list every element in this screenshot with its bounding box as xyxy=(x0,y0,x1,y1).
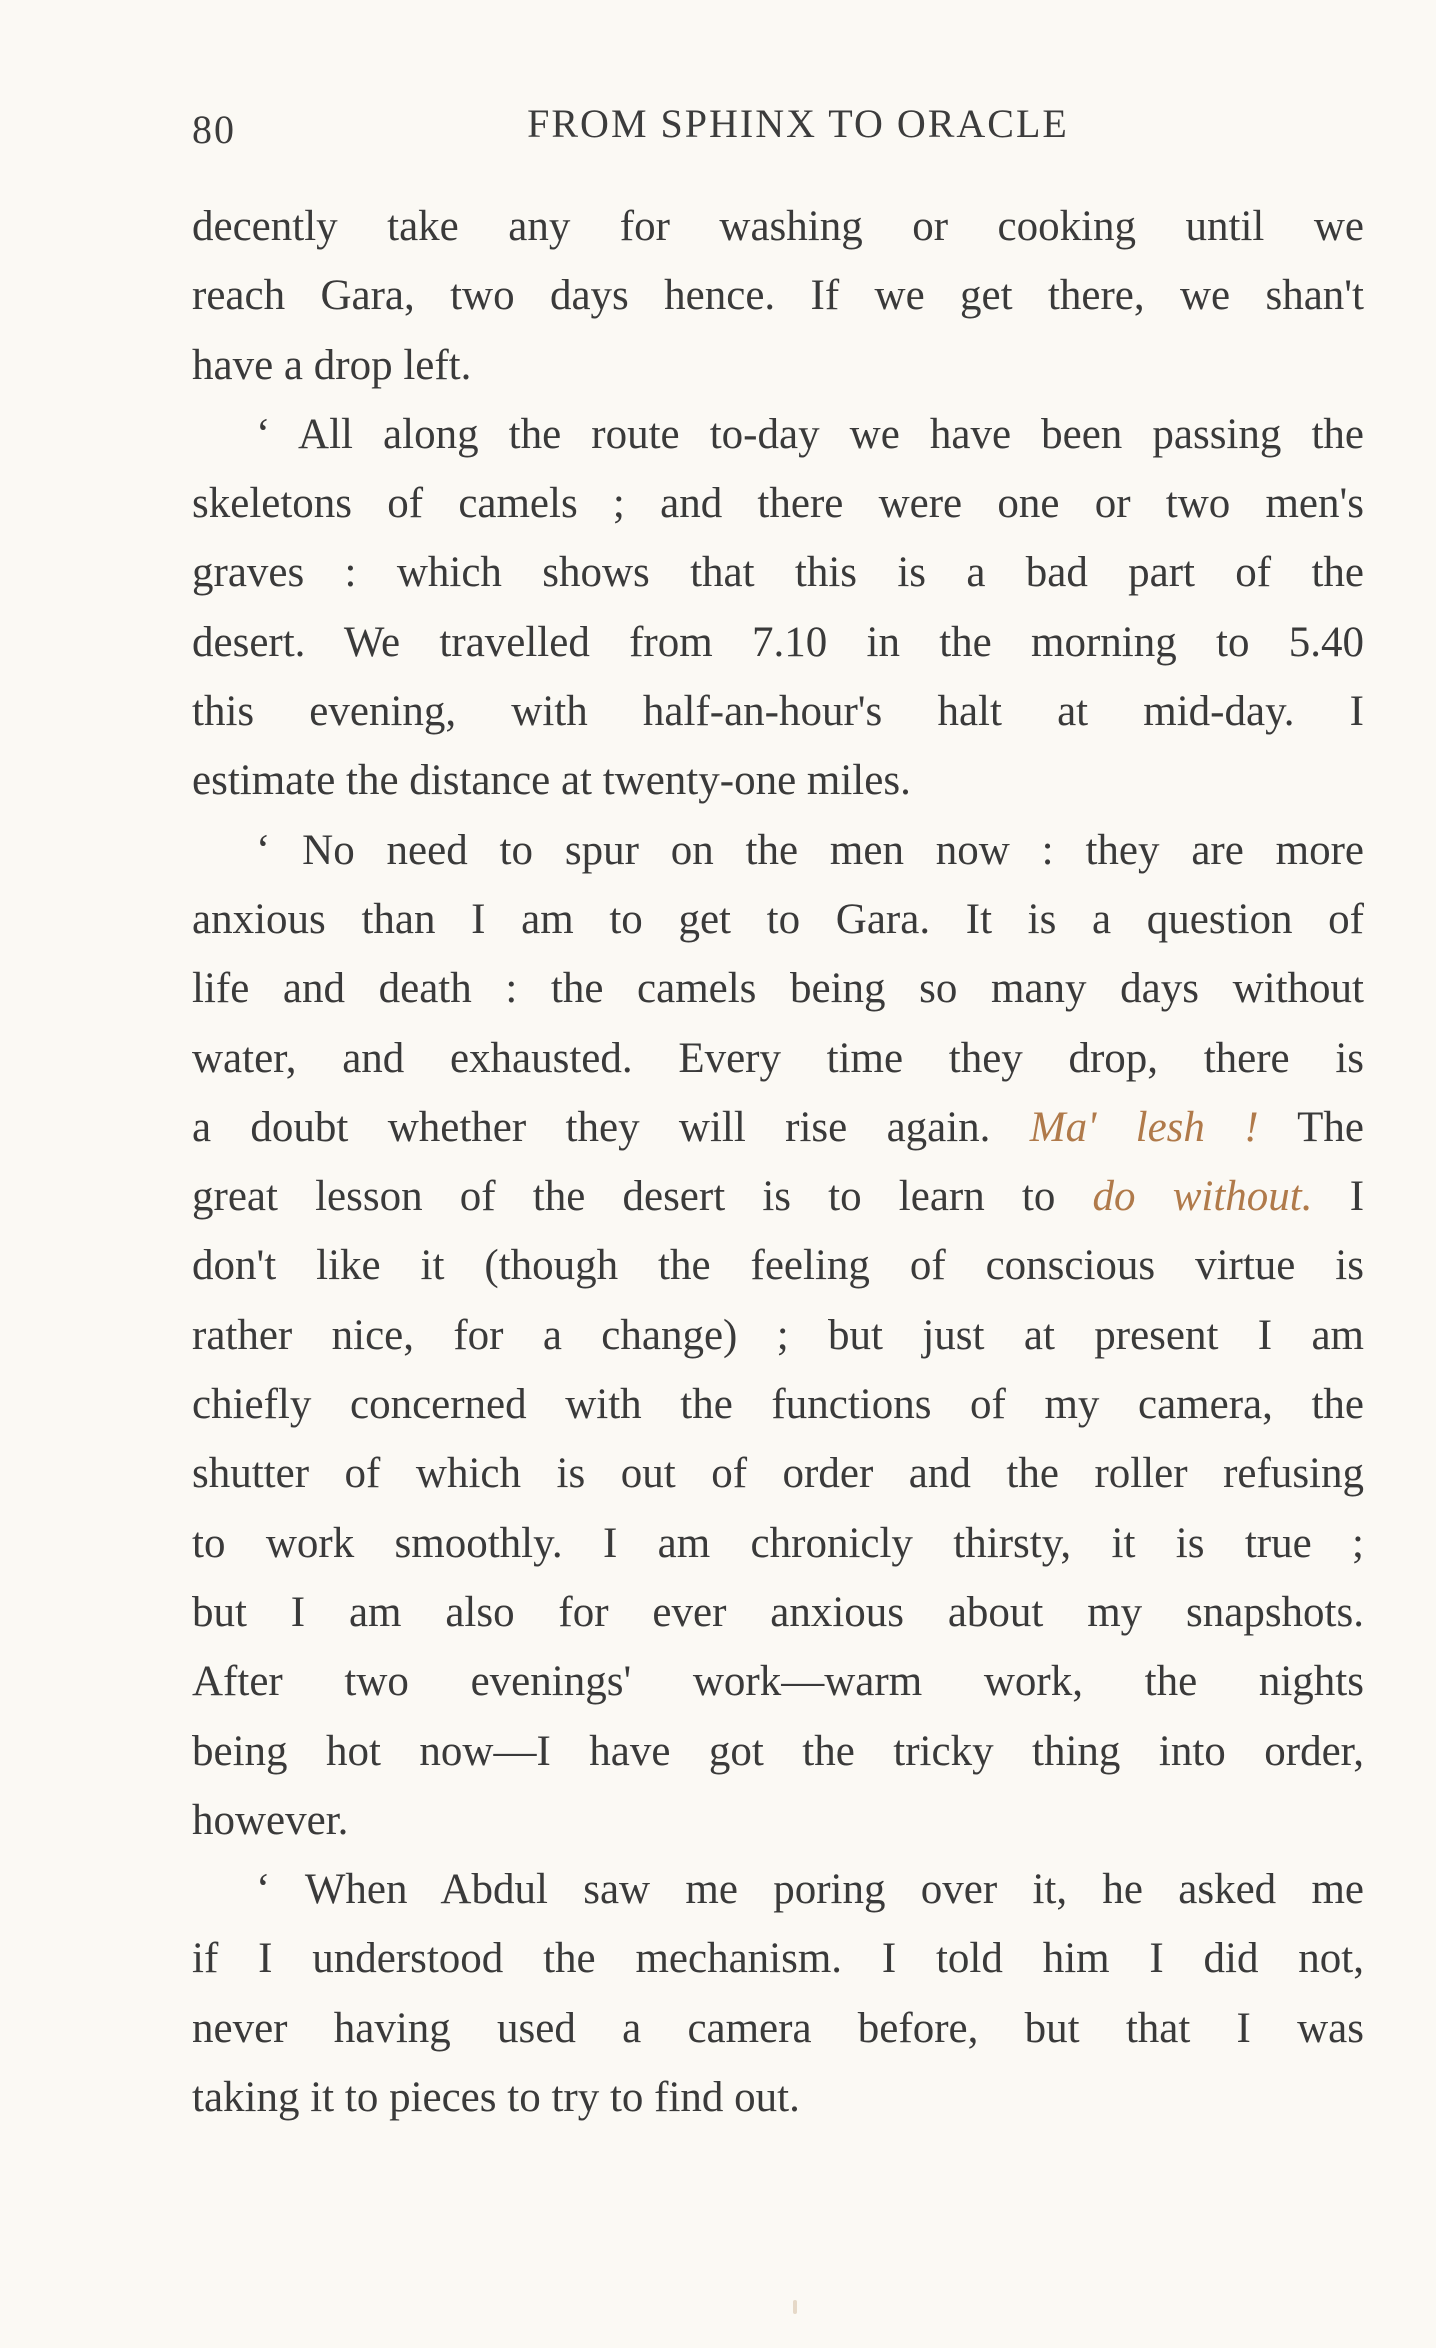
text-line xyxy=(192,885,1364,954)
italic-phrase: Ma' lesh ! xyxy=(1029,1103,1259,1151)
line-text: being hot now—I have got the tricky thing into order, xyxy=(192,1727,1364,1775)
running-head xyxy=(192,100,1364,150)
line-text: ‘ No need to spur on the men now : they are more xyxy=(256,826,1364,874)
text-line xyxy=(192,331,1364,400)
line-text: taking it to pieces to try to find out. xyxy=(192,2074,800,2122)
text-line xyxy=(192,1024,1364,1093)
line-text: water, and exhausted. Every time they drop, there is xyxy=(192,1034,1364,1082)
text-line xyxy=(192,1924,1364,1993)
italic-phrase: do without. xyxy=(1092,1173,1313,1221)
line-text: ‘ When Abdul saw me poring over it, he asked me xyxy=(256,1866,1364,1914)
line-text: reach Gara, two days hence. If we get there, we shan't xyxy=(192,272,1364,320)
text-line xyxy=(192,1162,1364,1231)
line-text: to work smoothly. I am chronicly thirsty, it is true ; xyxy=(192,1519,1364,1567)
text-line xyxy=(192,1093,1364,1162)
line-text: shutter of which is out of order and the roller refusing xyxy=(192,1450,1364,1498)
line-text: estimate the distance at twenty-one miles. xyxy=(192,757,911,805)
paper-speck xyxy=(793,2300,797,2314)
text-line xyxy=(192,400,1364,469)
text-line xyxy=(192,1786,1364,1855)
text-line xyxy=(192,1509,1364,1578)
line-text-after: I xyxy=(1349,1173,1365,1221)
text-line xyxy=(192,1439,1364,1508)
text-line xyxy=(192,2063,1364,2132)
line-text: however. xyxy=(192,1796,349,1844)
text-line xyxy=(192,469,1364,538)
text-line xyxy=(192,192,1364,261)
line-text: but I am also for ever anxious about my snapshots. xyxy=(192,1588,1364,1636)
line-text: never having used a camera before, but that I was xyxy=(192,2004,1364,2052)
text-line xyxy=(192,261,1364,330)
line-text: life and death : the camels being so many days without xyxy=(192,965,1364,1013)
text-line xyxy=(192,1994,1364,2063)
text-line xyxy=(192,1855,1364,1924)
line-text: desert. We travelled from 7.10 in the morning to 5.40 xyxy=(192,618,1364,666)
running-title: FROM SPHINX TO ORACLE xyxy=(527,101,1069,146)
line-text: a doubt whether they will rise again. xyxy=(192,1103,991,1151)
text-line xyxy=(192,1301,1364,1370)
text-line xyxy=(192,746,1364,815)
line-text: After two evenings' work—warm work, the nights xyxy=(192,1658,1364,1706)
text-line xyxy=(192,1717,1364,1786)
body-text xyxy=(192,192,1364,2132)
line-text: if I understood the mechanism. I told him I did not, xyxy=(192,1935,1364,1983)
text-line xyxy=(192,954,1364,1023)
text-line xyxy=(192,538,1364,607)
text-line xyxy=(192,1370,1364,1439)
line-text: great lesson of the desert is to learn to xyxy=(192,1173,1056,1221)
line-text: chiefly concerned with the functions of my camera, the xyxy=(192,1381,1364,1429)
page-number: 80 xyxy=(192,107,236,152)
text-line xyxy=(192,816,1364,885)
text-line xyxy=(192,677,1364,746)
line-text: don't like it (though the feeling of conscious virtue is xyxy=(192,1242,1364,1290)
line-text: this evening, with half-an-hour's halt at mid-day. I xyxy=(192,688,1364,736)
text-line xyxy=(192,1578,1364,1647)
line-text: graves : which shows that this is a bad part of the xyxy=(192,549,1364,597)
line-text-after: The xyxy=(1297,1103,1364,1151)
text-line xyxy=(192,608,1364,677)
text-line xyxy=(192,1231,1364,1300)
line-text: skeletons of camels ; and there were one or two men's xyxy=(192,480,1364,528)
line-text: decently take any for washing or cooking until we xyxy=(192,203,1364,250)
text-line xyxy=(192,1647,1364,1716)
line-text: ‘ All along the route to-day we have been passing the xyxy=(256,410,1364,458)
line-text: rather nice, for a change) ; but just at present I am xyxy=(192,1311,1364,1359)
line-text: anxious than I am to get to Gara. It is a question of xyxy=(192,895,1364,943)
line-text: have a drop left. xyxy=(192,341,472,389)
